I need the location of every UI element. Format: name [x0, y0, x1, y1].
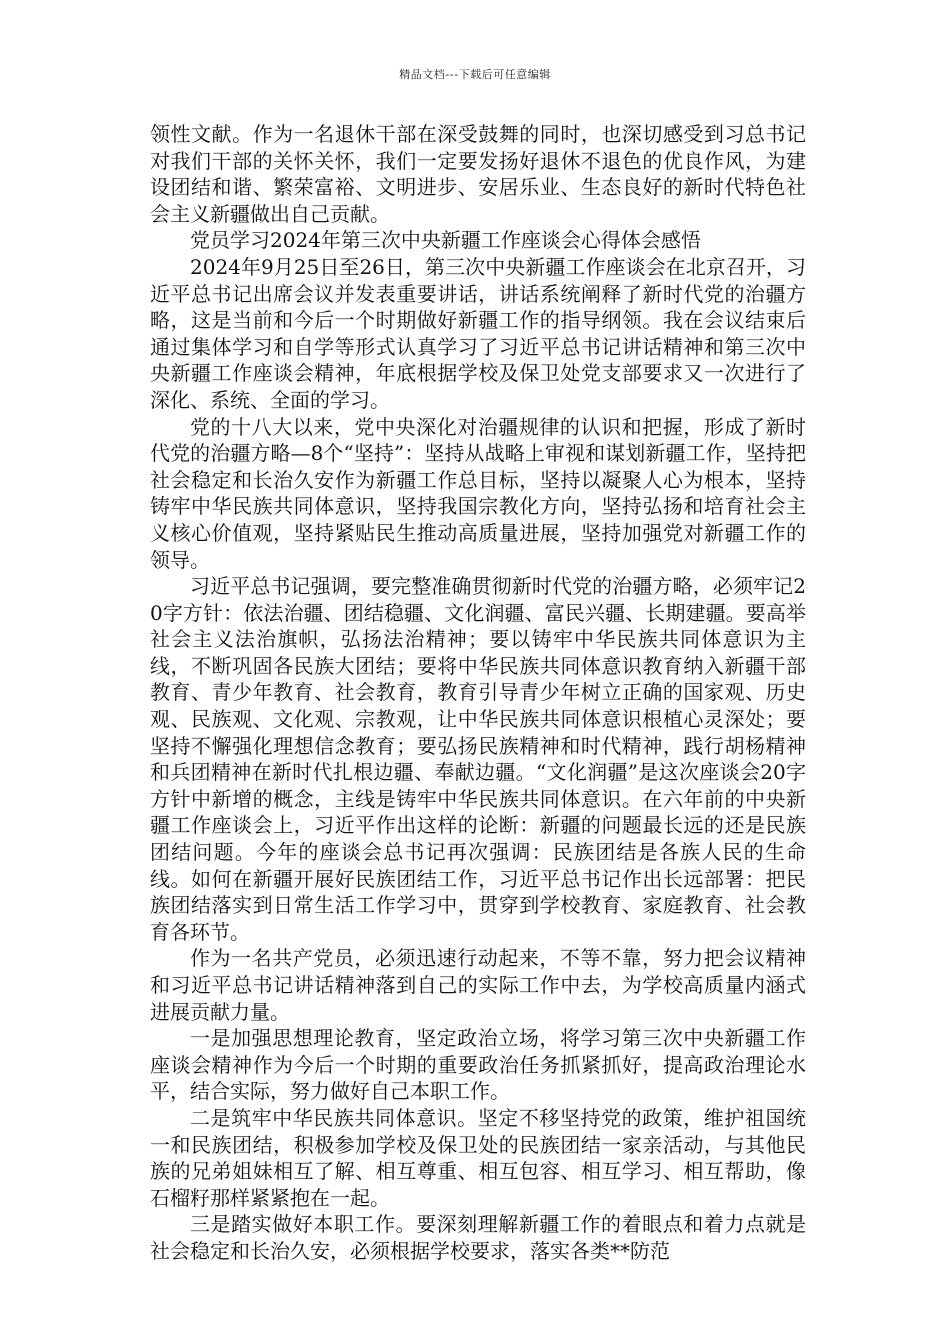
- paragraph-5: 习近平总书记强调，要完整准确贯彻新时代党的治疆方略，必须牢记20字方针：依法治疆、团结稳疆、文化润疆、富民兴疆、长期建疆。要高举社会主义法治旗帜，弘扬法治精神；要以铸牢中华民族共同体意识为主线，不断巩固各民族大团结；要将中华民族共同体意识教育纳入新疆干部教育、青少年教育、社会教育，教育引导青少年树立正确的国家观、历史观、民族观、文化观、宗教观，让中华民族共同体意识根植心灵深处；要坚持不懈强化理想信念教育；要弘扬民族精神和时代精神，践行胡杨精神和兵团精神在新时代扎根边疆、奉献边疆。“文化润疆”是这次座谈会20字方针中新增的概念，主线是铸牢中华民族共同体意识。在六年前的中央新疆工作座谈会上，习近平作出这样的论断：新疆的问题最长远的还是民族团结问题。今年的座谈会总书记再次强调：民族团结是各族人民的生命线。如何在新疆开展好民族团结工作，习近平总书记作出长远部署：把民族团结落实到日常生活工作学习中，贯穿到学校教育、家庭教育、社会教育各环节。: [150, 574, 806, 944]
- document-body: [150, 121, 806, 1265]
- paragraph-7: 一是加强思想理论教育，坚定政治立场，将学习第三次中央新疆工作座谈会精神作为今后一个时期的重要政治任务抓紧抓好，提高政治理论水平，结合实际，努力做好自己本职工作。: [150, 1026, 806, 1104]
- paragraph-1: 领性文献。作为一名退休干部在深受鼓舞的同时，也深切感受到习总书记对我们干部的关怀关怀，我们一定要发扬好退休不退色的优良作风，为建设团结和谐、繁荣富裕、文明进步、安居乐业、生态良好的新时代特色社会主义新疆做出自己贡献。: [150, 122, 806, 226]
- paragraph-6: 作为一名共产党员，必须迅速行动起来，不等不靠，努力把会议精神和习近平总书记讲话精神落到自己的实际工作中去，为学校高质量内涵式进展贡献力量。: [150, 946, 806, 1024]
- paragraph-8: 二是筑牢中华民族共同体意识。坚定不移坚持党的政策，维护祖国统一和民族团结，积极参加学校及保卫处的民族团结一家亲活动，与其他民族的兄弟姐妹相互了解、相互尊重、相互包容、相互学习、相互帮助，像石榴籽那样紧紧抱在一起。: [150, 1105, 806, 1210]
- paragraph-4: 党的十八大以来，党中央深化对治疆规律的认识和把握，形成了新时代党的治疆方略—8个“坚持”：坚持从战略上审视和谋划新疆工作，坚持把社会稳定和长治久安作为新疆工作总目标，坚持以凝聚人心为根本，坚持铸牢中华民族共同体意识，坚持我国宗教化方向，坚持弘扬和培育社会主义核心价值观，坚持紧贴民生推动高质量进展，坚持加强党对新疆工作的领导。: [150, 414, 806, 572]
- paragraph-3: 2024年9月25日至26日，第三次中央新疆工作座谈会在北京召开，习近平总书记出席会议并发表重要讲话，讲话系统阐释了新时代党的治疆方略，这是当前和今后一个时期做好新疆工作的指导纲领。我在会议结束后通过集体学习和自学等形式认真学习了习近平总书记讲话精神和第三次中央新疆工作座谈会精神，年底根据学校及保卫处党支部要求又一次进行了深化、系统、全面的学习。: [150, 254, 806, 412]
- paragraph-9: 三是踏实做好本职工作。要深刻理解新疆工作的着眼点和着力点就是社会稳定和长治久安，必须根据学校要求，落实各类**防范: [150, 1212, 806, 1263]
- page-header: 精品文档---下载后可任意编辑: [399, 68, 551, 81]
- article-title: 党员学习2024年第三次中央新疆工作座谈会心得体会感悟: [190, 228, 701, 253]
